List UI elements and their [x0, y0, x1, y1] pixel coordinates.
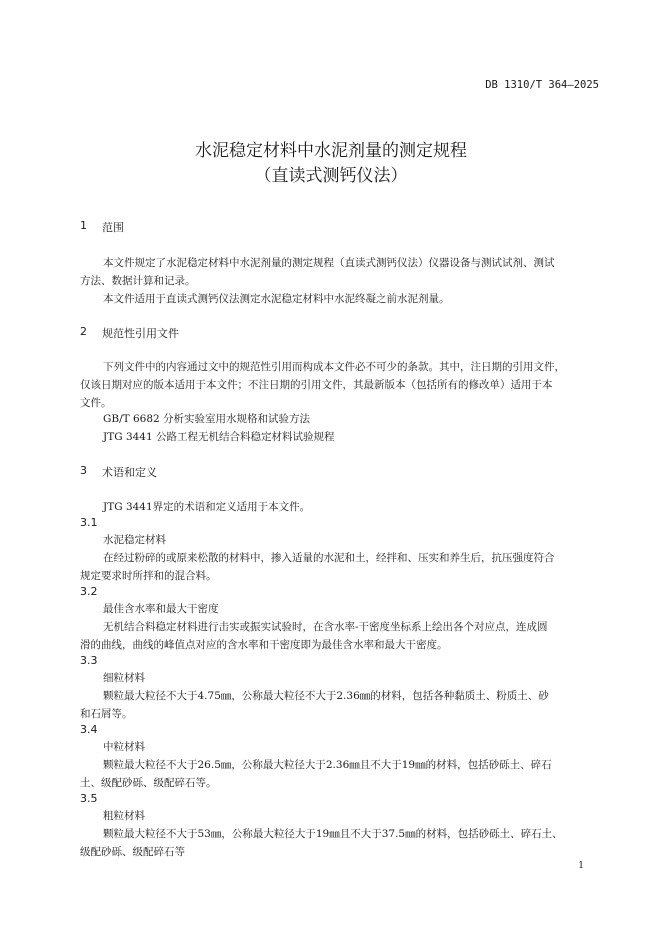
term-number: 3.3 [80, 654, 98, 667]
term-number: 3.1 [80, 516, 98, 529]
paragraph: 方法、数据计算和记录。 [80, 275, 196, 287]
term-name: 中粒材料 [103, 741, 145, 753]
section-title: 规范性引用文件 [102, 327, 179, 340]
term-definition: 滑的曲线，曲线的峰值点对应的含水率和干密度即为最佳含水率和最大干密度。 [80, 639, 448, 651]
normative-reference: GB/T 6682 分析实验室用水规格和试验方法 [103, 413, 311, 425]
section-title: 术语和定义 [102, 466, 157, 479]
document-subtitle: （直读式测钙仪法） [254, 166, 408, 186]
section-number: 2 [80, 325, 87, 338]
section-title: 范围 [102, 221, 124, 234]
section-1-heading [80, 219, 280, 235]
term-name: 粗粒材料 [103, 810, 145, 822]
paragraph: 下列文件中的内容通过文中的规范性引用而构成本文件必不可少的条款。其中，注日期的引用文件， [103, 361, 565, 373]
section-3-heading [80, 464, 280, 480]
term-number: 3.5 [80, 792, 98, 805]
term-definition: 级配砂砾、级配碎石等 [80, 846, 185, 858]
paragraph: 本文件适用于直读式测钙仪法测定水泥稳定材料中水泥终凝之前水泥剂量。 [103, 293, 450, 305]
paragraph: JTG 3441界定的术语和定义适用于本文件。 [103, 501, 311, 513]
term-definition: 颗粒最大粒径不大于4.75㎜，公称最大粒径不大于2.36㎜的材料，包括各种黏质土、粉质土、砂 [103, 690, 549, 702]
paragraph: 文件。 [80, 397, 112, 409]
term-definition: 在经过粉碎的或原来松散的材料中，掺入适量的水泥和土，经拌和、压实和养生后，抗压强度符合 [103, 552, 555, 564]
term-name: 最佳含水率和最大干密度 [103, 603, 219, 615]
term-definition: 颗粒最大粒径不大于53㎜，公称最大粒径大于19㎜且不大于37.5㎜的材料，包括砂砾土、碎石土、 [103, 828, 563, 840]
document-title: 水泥稳定材料中水泥剂量的测定规程 [195, 141, 467, 161]
document-number: DB 1310/T 364—2025 [485, 79, 599, 91]
page-number: 1 [578, 861, 584, 871]
section-number: 1 [80, 219, 87, 232]
term-name: 水泥稳定材料 [103, 534, 166, 546]
normative-reference: JTG 3441 公路工程无机结合料稳定材料试验规程 [103, 431, 335, 443]
term-definition: 规定要求时所拌和的混合料。 [80, 570, 217, 582]
term-definition: 无机结合料稳定材料进行击实或振实试验时，在含水率-干密度坐标系上绘出各个对应点，连成圆 [103, 621, 548, 633]
paragraph: 本文件规定了水泥稳定材料中水泥剂量的测定规程（直读式测钙仪法）仪器设备与测试试剂、测试 [103, 257, 555, 269]
term-definition: 颗粒最大粒径不大于26.5㎜，公称最大粒径大于2.36㎜且不大于19㎜的材料，包括砂砾土、碎石 [103, 759, 552, 771]
paragraph: 仅该日期对应的版本适用于本文件；不注日期的引用文件，其最新版本（包括所有的修改单）适用于本 [80, 379, 553, 391]
term-number: 3.4 [80, 723, 98, 736]
term-definition: 和石屑等。 [80, 708, 133, 720]
section-number: 3 [80, 464, 87, 477]
term-definition: 土、级配砂砾、级配碎石等。 [80, 777, 217, 789]
term-name: 细粒材料 [103, 672, 145, 684]
term-number: 3.2 [80, 585, 98, 598]
section-2-heading [80, 325, 280, 341]
